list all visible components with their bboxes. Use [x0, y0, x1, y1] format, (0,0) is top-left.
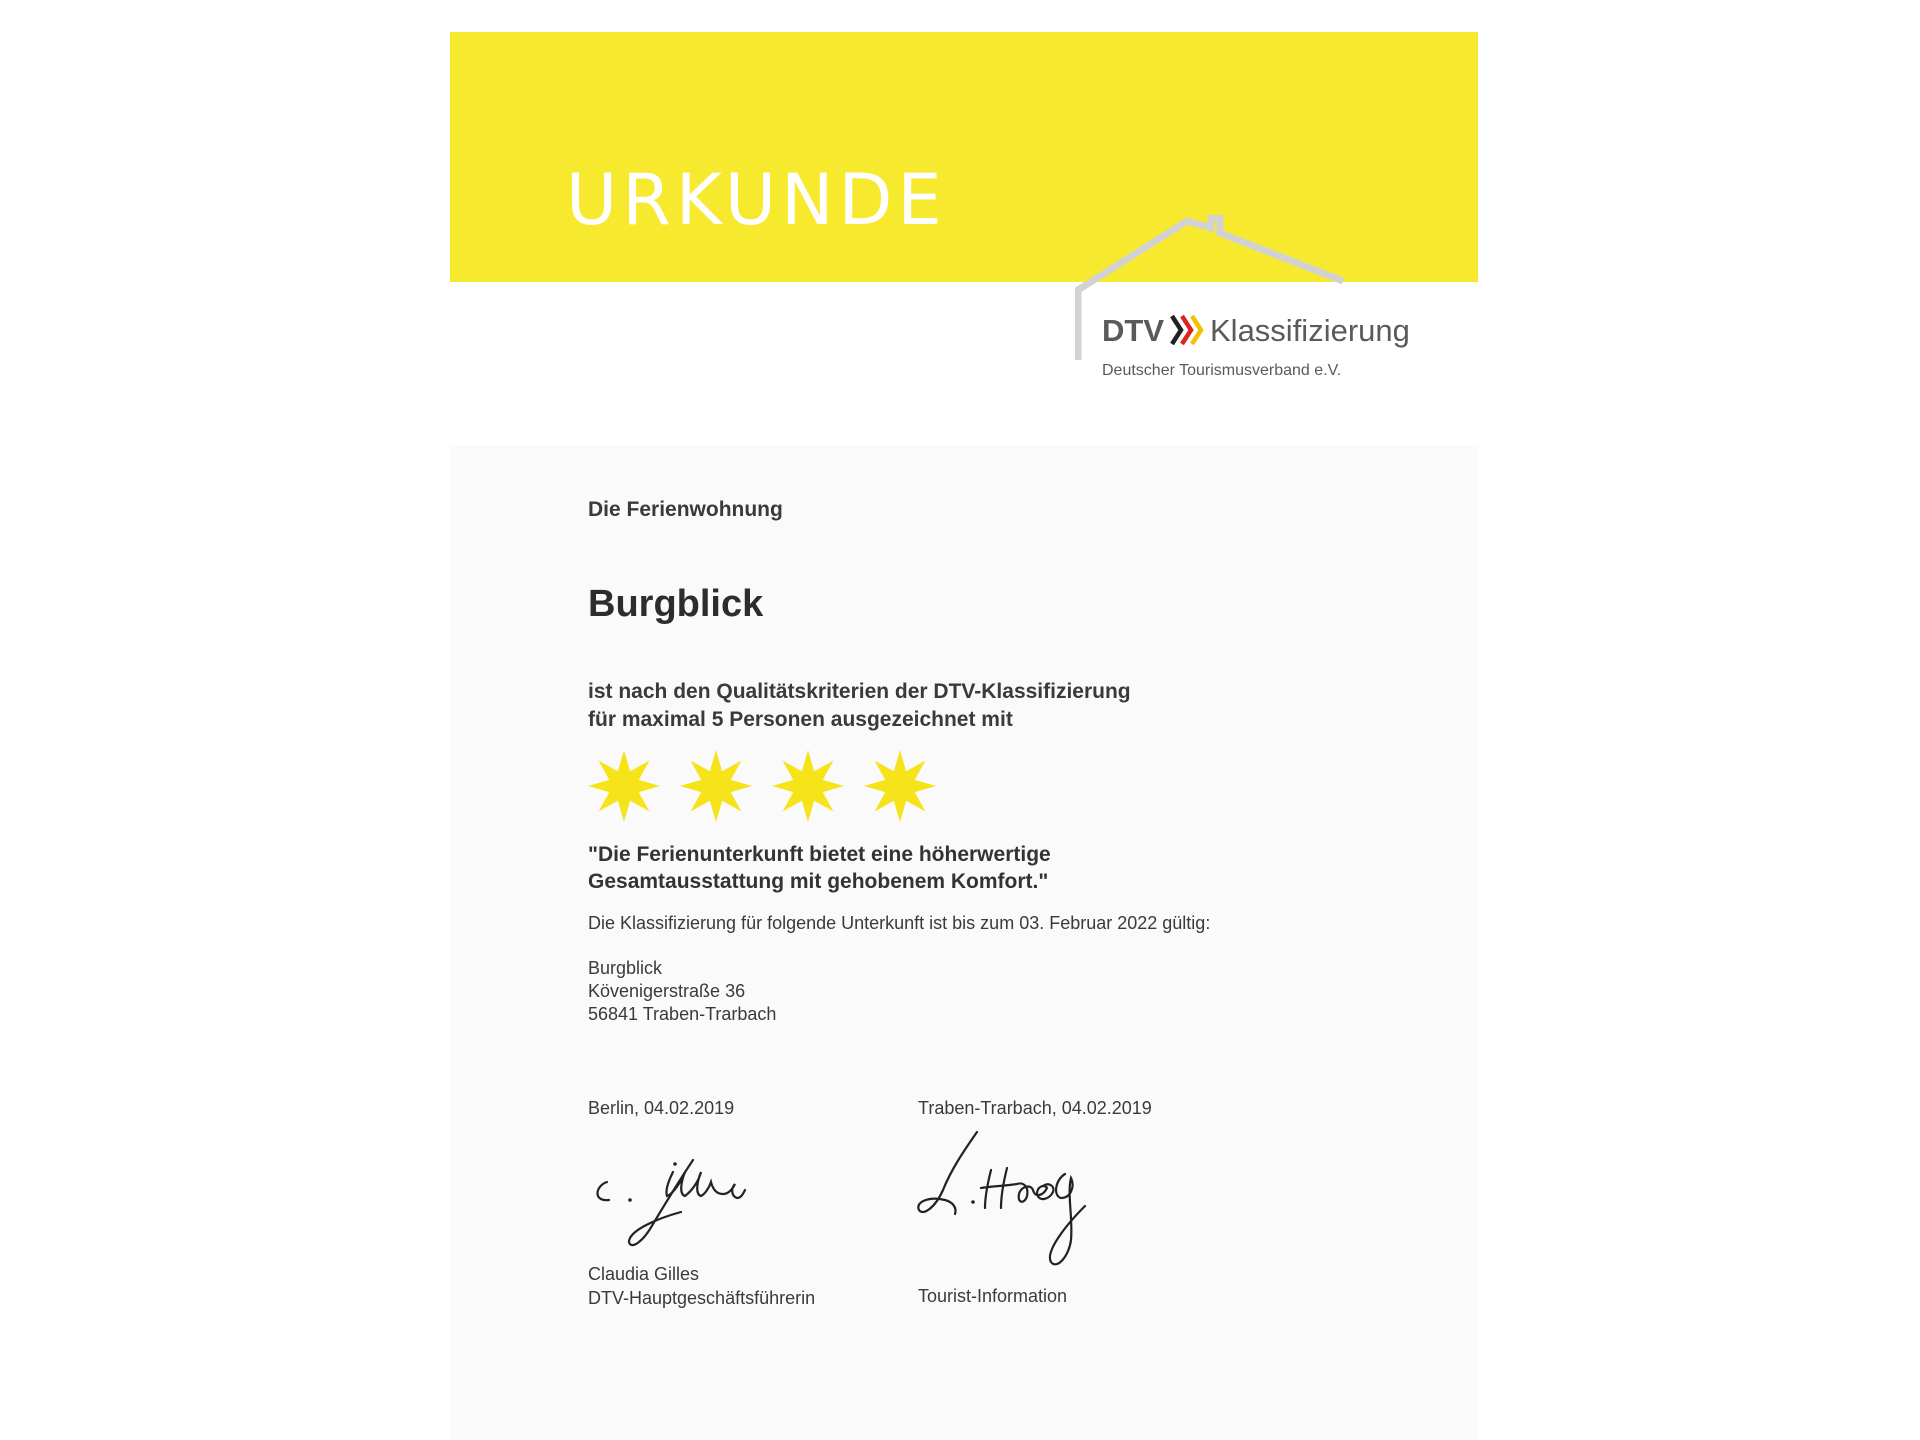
- criteria-line: ist nach den Qualitätskriterien der DTV-Klassifizierung: [588, 680, 1131, 703]
- quote-line: Gesamtausstattung mit gehobenem Komfort.": [588, 870, 1049, 893]
- quote-line: "Die Ferienunterkunft bietet eine höherwertige: [588, 843, 1051, 866]
- star-icon: [678, 748, 754, 824]
- property-type: Die Ferienwohnung: [588, 498, 783, 521]
- address-block: [588, 957, 776, 1026]
- address-line: Burgblick: [588, 958, 663, 978]
- validity-text: Die Klassifizierung für folgende Unterkunft ist bis zum 03. Februar 2022 gültig:: [588, 913, 1211, 933]
- rating-description: [588, 841, 1051, 895]
- property-name: Burgblick: [588, 583, 764, 625]
- signer-right-role: Tourist-Information: [918, 1286, 1068, 1306]
- signer-role: DTV-Hauptgeschäftsführerin: [588, 1288, 816, 1308]
- star-rating: [586, 748, 936, 824]
- logo-name: Klassifizierung: [1210, 313, 1410, 348]
- star-icon: [586, 748, 662, 824]
- address-line: 56841 Traben-Trarbach: [588, 1004, 777, 1024]
- place-date-left: Berlin, 04.02.2019: [588, 1098, 735, 1118]
- signature-left: [585, 1138, 815, 1258]
- place-date-right: Traben-Trarbach, 04.02.2019: [918, 1098, 1152, 1118]
- signer-left: [588, 1262, 815, 1310]
- star-icon: [770, 748, 846, 824]
- signature-right: [915, 1130, 1155, 1290]
- chevrons-icon: [1170, 314, 1206, 346]
- certificate-title: URKUNDE: [566, 159, 947, 241]
- address-line: Kövenigerstraße 36: [588, 981, 746, 1001]
- signer-name: Claudia Gilles: [588, 1264, 700, 1284]
- criteria-line: für maximal 5 Personen ausgezeichnet mit: [588, 708, 1013, 731]
- logo-brand: DTV: [1102, 313, 1164, 348]
- logo-subtitle: Deutscher Tourismusverband e.V.: [1102, 362, 1342, 379]
- dtv-logo: [1075, 215, 1435, 385]
- star-icon: [862, 748, 938, 824]
- house-roof-icon: [1075, 215, 1435, 385]
- criteria-text: [588, 678, 1131, 734]
